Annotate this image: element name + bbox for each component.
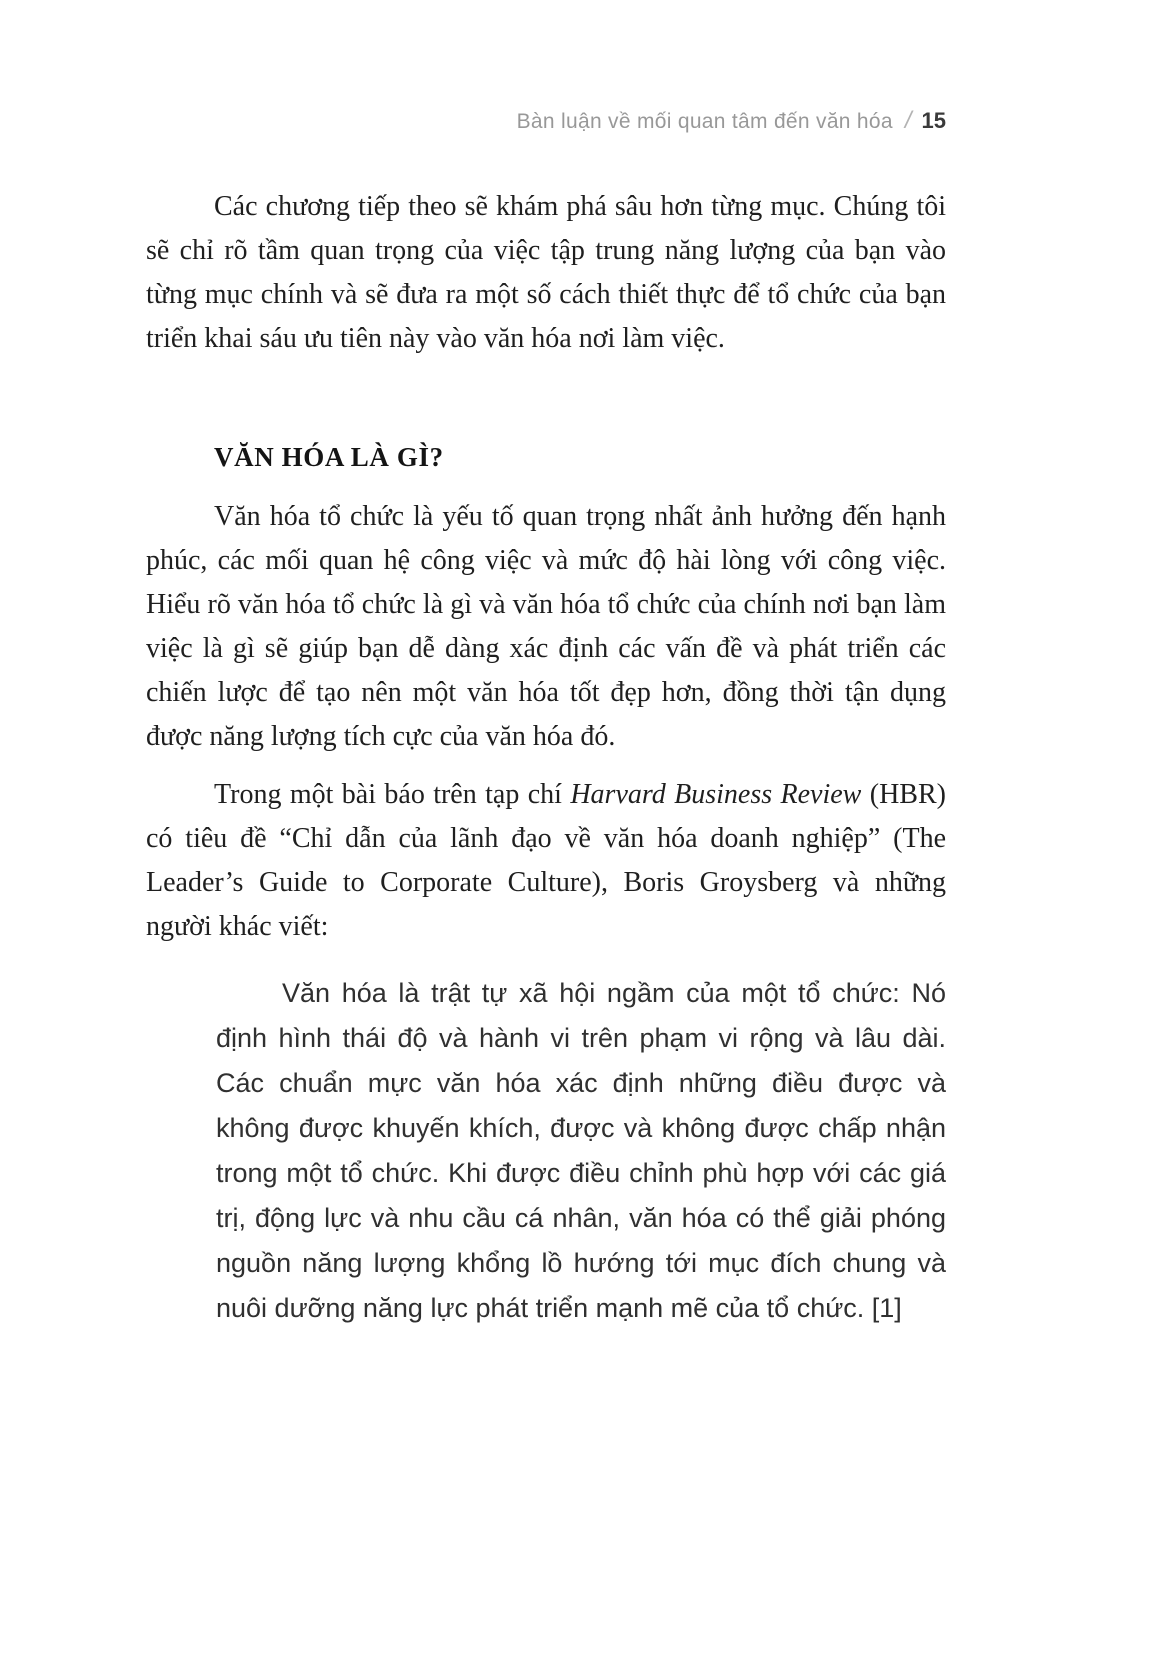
block-quote: Văn hóa là trật tự xã hội ngầm của một tổ chức: Nó định hình thái độ và hành vi trên phạm vi rộng và lâu dài. Các chuẩn mực văn hóa xác định những điều được và không được khuyến khích, được và không được chấp nhận trong một tổ chức. Khi được điều chỉnh phù hợp với các giá trị, động lực và nhu cầu cá nhân, văn hóa có thể giải phóng nguồn năng lượng khổng lồ hướng tới mục đích chung và nuôi dưỡng năng lực phát triển mạnh mẽ của tổ chức. [1] xyxy=(216,978,946,1323)
page-content xyxy=(146,185,946,1331)
section-heading: VĂN HÓA LÀ GÌ? xyxy=(214,442,444,472)
intro-paragraph: Các chương tiếp theo sẽ khám phá sâu hơn từng mục. Chúng tôi sẽ chỉ rõ tầm quan trọng của việc tập trung năng lượng của bạn vào từng mục chính và sẽ đưa ra một số cách thiết thực để tổ chức của bạn triển khai sáu ưu tiên này vào văn hóa nơi làm việc. xyxy=(146,191,946,354)
journal-title-italic: Harvard Business Review xyxy=(570,779,862,810)
page-header xyxy=(146,108,946,135)
page-number: 15 xyxy=(921,108,946,133)
section-paragraph-1: Văn hóa tổ chức là yếu tố quan trọng nhất ảnh hưởng đến hạnh phúc, các mối quan hệ công việc và mức độ hài lòng với công việc. Hiểu rõ văn hóa tổ chức là gì và văn hóa tổ chức của chính nơi bạn làm việc là gì sẽ giúp bạn dễ dàng xác định các vấn đề và phát triển các chiến lược để tạo nên một văn hóa tốt đẹp hơn, đồng thời tận dụng được năng lượng tích cực của văn hóa đó. xyxy=(146,501,946,752)
header-separator: / xyxy=(904,107,912,134)
paragraph-2-lead: Trong một bài báo trên tạp chí xyxy=(214,779,571,810)
section-paragraph-2 xyxy=(146,773,946,949)
running-title: Bàn luận về mối quan tâm đến văn hóa xyxy=(516,110,893,133)
paragraph-2-rest: (HBR) có tiêu đề “Chỉ dẫn của lãnh đạo về văn hóa doanh nghiệp” (The Leader’s Guide to Corporate Culture), Boris Groysberg và những người khác viết: xyxy=(146,779,946,942)
